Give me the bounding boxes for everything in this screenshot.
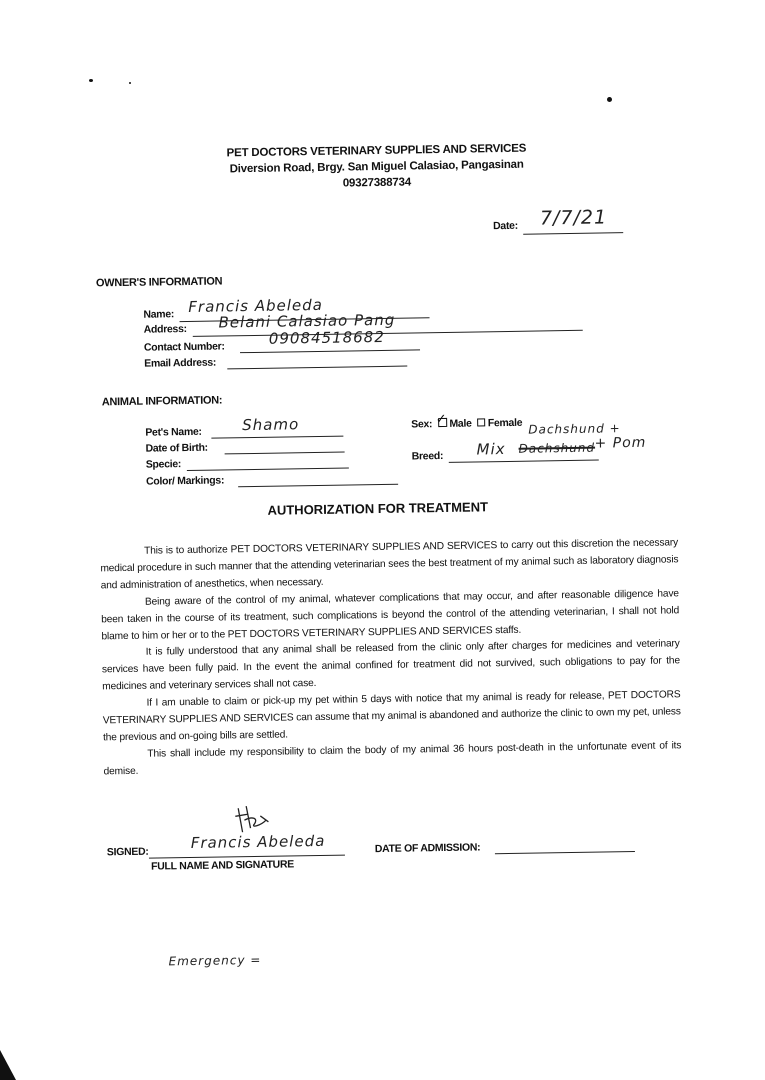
male-checkbox[interactable] (435, 410, 447, 427)
owner-name-value: Francis Abeleda (188, 295, 324, 316)
pet-name-line (211, 436, 343, 439)
authorization-paragraph: This is to authorize PET DOCTORS VETERINARY SUPPLIES AND SERVICES to carry out this discretion the necessary medical procedure in such manner that the attending veterinarian sees the best treatment of my animal such as laboratory diagnosis and administration of anesthetics, when necessary. (100, 537, 679, 592)
authorization-paragraph: This shall include my responsibility to claim the body of my animal 36 hours post-death in the unfortunate event of its demise. (103, 740, 682, 778)
checkmark-icon: ✓ (435, 410, 447, 427)
owner-name-label: Name: (143, 308, 175, 321)
sex-label: Sex: (411, 418, 433, 431)
color-label: Color/ Markings: (145, 474, 225, 488)
signed-label: SIGNED: (106, 845, 149, 859)
signature-mark (232, 802, 273, 837)
scan-speck (607, 97, 612, 102)
date-value: 7/7/21 (539, 206, 608, 230)
breed-label: Breed: (411, 449, 444, 463)
handwritten-note: Emergency = (168, 952, 262, 969)
male-option-label: Male (449, 417, 472, 430)
owner-contact-value: 09084518682 (268, 327, 385, 348)
authorization-paragraph: Being aware of the control of my animal, whatever complications that may occur, and after reasonable diligence have been taken in the course of its treatment, such complications is beyond the control of the attending veterinarian, I shall not hold blame to him or her or to the PET DOCTORS VETERINARY SUPPLIES AND SERVICES staffs. (101, 588, 680, 642)
clinic-name: PET DOCTORS VETERINARY SUPPLIES AND SERVICES (226, 142, 527, 160)
owner-address-value: Belani Calasiao Pang (218, 310, 396, 332)
signature-caption: FULL NAME AND SIGNATURE (151, 858, 295, 873)
scan-speck (89, 79, 93, 82)
breed-value: Mix (476, 440, 506, 459)
signed-line (149, 855, 345, 859)
breed-struck-value: Dachshund (518, 440, 596, 456)
animal-heading: ANIMAL INFORMATION: (101, 394, 223, 409)
scan-edge-mark (0, 1050, 16, 1080)
date-line (523, 232, 623, 235)
owner-email-line (227, 366, 407, 370)
scan-speck (129, 82, 131, 84)
specie-line (187, 467, 349, 471)
owner-email-label: Email Address: (144, 356, 217, 370)
authorization-paragraph: It is fully understood that any animal shall be released from the clinic only after charges for medicines and veterinary services have been fully paid. In the event the animal confined for treatment did not survived, such obligations to pay for the medicines and veterinary services shall not case. (101, 638, 681, 693)
authorization-title: AUTHORIZATION FOR TREATMENT (267, 499, 489, 518)
specie-label: Specie: (145, 458, 182, 471)
breed-addition-value: + Pom (594, 434, 647, 452)
owner-heading: OWNER'S INFORMATION (95, 275, 223, 290)
owner-contact-line (240, 349, 420, 353)
authorization-body (100, 535, 682, 781)
authorization-paragraph: If I am unable to claim or pick-up my pet within 5 days with notice that my animal is ready for release, PET DOCTORS VETERINARY SUPPLIES AND SERVICES can assume that my animal is abandoned and authorize the clinic to own my pet, unless the previous and on-going bills are settled. (102, 689, 681, 744)
admission-line (495, 851, 635, 854)
dob-label: Date of Birth: (145, 441, 208, 455)
clinic-phone: 09327388734 (342, 176, 412, 190)
breed-line (449, 460, 599, 463)
sex-field (411, 410, 523, 431)
breed-correction-value: Dachshund + (528, 421, 621, 437)
pet-name-label: Pet's Name: (145, 425, 202, 439)
pet-name-value: Shamo (242, 415, 300, 435)
dob-line (225, 452, 345, 455)
owner-contact-label: Contact Number: (143, 340, 225, 354)
date-label: Date: (492, 219, 518, 233)
owner-address-label: Address: (143, 323, 187, 336)
admission-label: DATE OF ADMISSION: (374, 841, 481, 856)
female-option-label: Female (487, 416, 523, 430)
female-checkbox[interactable] (477, 418, 485, 426)
clinic-address: Diversion Road, Brgy. San Miguel Calasiao, Pangasinan (229, 158, 524, 176)
signed-value: Francis Abeleda (190, 831, 326, 853)
color-line (238, 484, 398, 488)
